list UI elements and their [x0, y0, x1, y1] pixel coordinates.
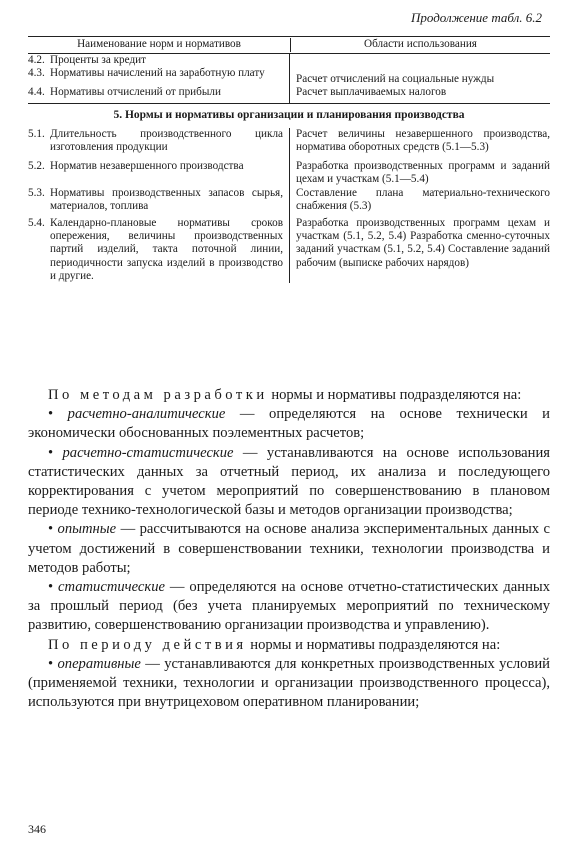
row-number: 4.4.	[28, 86, 45, 99]
column-header-names: Наименование норм и нормативов	[28, 38, 291, 51]
row-name: Длительность производственного цикла изготовления продукции	[50, 127, 283, 154]
paragraph-text: нормы и нормативы подразделяются на:	[246, 636, 501, 653]
row-area: Расчет величины незавершенного производства, норматива оборотных средств (5.1—5.3)	[296, 127, 550, 154]
list-item	[28, 578, 550, 636]
row-name: Проценты за кредит	[50, 54, 147, 66]
row-name: Нормативы начислений на заработную плату	[50, 67, 265, 80]
table-row	[28, 217, 550, 283]
norms-table	[28, 36, 550, 283]
paragraph-text: нормы и нормативы подразделяются на:	[267, 387, 522, 403]
list-item	[28, 520, 550, 578]
term-definition: — определяются на основе технически и экономически обоснованных поэлементных расчетов;	[28, 406, 550, 442]
row-area: Разработка производственных программ цехам и участкам (5.1, 5.2, 5.4) Разработка сменно-суточных заданий участкам (5.1, 5.2, 5.4) Составление заданий рабочим (выписке рабочих нарядов)	[296, 217, 550, 269]
paragraph-methods-intro	[28, 386, 550, 405]
row-number: 5.4.	[28, 217, 45, 230]
term-definition: — устанавливаются на основе использования статистических данных за отчетный период, их анализа и последующего корректирования с учетом мероприятий по совершенствованию в плановом периоде технико-технологической базы и методов организации производства;	[28, 444, 550, 519]
section-title: 5. Нормы и нормативы организации и планирования производства	[113, 108, 465, 121]
row-number: 5.1.	[28, 127, 45, 140]
table-continuation-caption: Продолжение табл. 6.2	[411, 10, 542, 25]
bullet: •	[48, 444, 54, 461]
bullet: •	[48, 655, 54, 672]
table-row	[28, 128, 550, 160]
row-name: Нормативы отчислений от прибыли	[50, 86, 221, 99]
spaced-heading: По методам разработки	[48, 387, 268, 403]
term-definition: — определяются на основе отчетно-статистических данных за прошлый период (без учета планируемых мероприятий по техническому развитию, совершенствованию организации производства и управлению).	[28, 579, 551, 634]
row-area: Разработка производственных программ и заданий цехам и участкам (5.1—5.4)	[296, 160, 550, 186]
term: расчетно-статистические	[62, 444, 234, 461]
term-definition: — устанавливаются для конкретных производственных условий (применяемой техники, технологии и организации производственного процесса), используются при внутрицеховом оперативном планировании;	[28, 655, 550, 711]
table-row	[28, 187, 550, 217]
row-number: 5.3.	[28, 186, 45, 199]
list-item	[28, 444, 550, 521]
row-name: Норматив незавершенного производства	[50, 160, 244, 173]
row-area	[290, 54, 550, 67]
table-row	[28, 86, 550, 102]
table-row	[28, 67, 550, 86]
paragraph-period-intro	[28, 636, 550, 655]
column-header-areas: Области использования	[364, 38, 477, 51]
spaced-heading: По периоду действия	[48, 636, 247, 653]
table-row	[28, 54, 550, 67]
page-number: 346	[28, 822, 46, 836]
bullet: •	[48, 579, 54, 596]
row-name: Календарно-плановые нормативы сроков опережения, величины производственных партий изделий, такта поточной линии, периодичности запуска изделий в производство и другие.	[50, 217, 283, 282]
table-row	[28, 160, 550, 186]
row-name: Нормативы производственных запасов сырья, материалов, топлива	[50, 186, 283, 212]
row-number: 5.2.	[28, 160, 45, 173]
term: оперативные	[57, 655, 141, 672]
list-item	[28, 405, 550, 443]
list-item	[28, 655, 550, 713]
bullet: •	[48, 406, 54, 423]
bullet: •	[48, 521, 54, 538]
row-number: 4.2.	[28, 54, 45, 66]
table-header	[28, 36, 550, 54]
row-area: Расчет выплачиваемых налогов	[296, 86, 447, 99]
body-text	[28, 386, 550, 712]
row-area: Расчет отчислений на социальные нужды	[296, 73, 495, 86]
term-definition: — рассчитываются на основе анализа экспериментальных данных с учетом достижений в совершенствовании техники, технологии производства и методов работы;	[28, 521, 550, 576]
term: статистические	[58, 579, 165, 596]
term: опытные	[57, 521, 117, 538]
term: расчетно-аналитические	[67, 406, 226, 423]
row-number: 4.3.	[28, 67, 45, 80]
row-area: Составление плана материально-технического снабжения (5.3)	[296, 186, 550, 212]
